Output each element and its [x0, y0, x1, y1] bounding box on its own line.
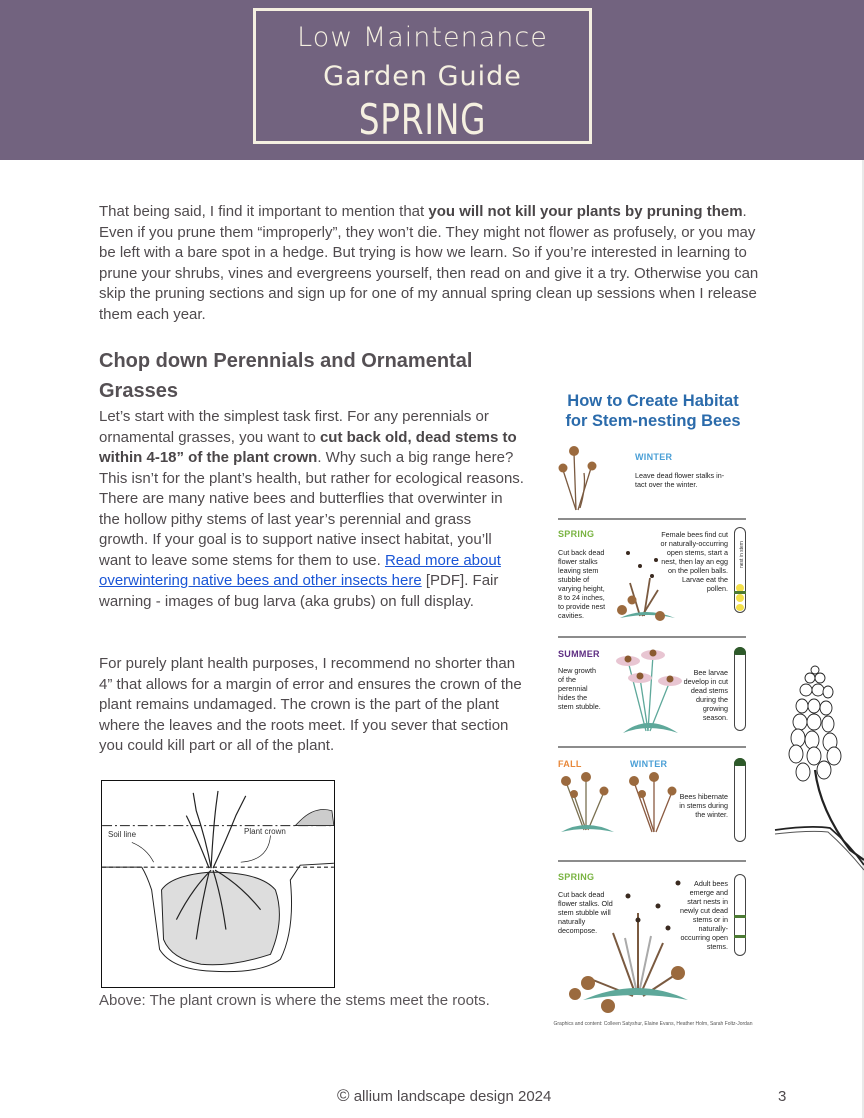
perennials-paragraph-2: For purely plant health purposes, I recommend no shorter than 4” that allows for a margin of error and ensures the crown of the plant remains undamaged. The crown is the part of the plant where the leaves and the roots meet. If you sever that section you could kill part or all of the plant. — [99, 655, 522, 754]
intro-text-b: . Even if you prune them “improperly”, they won’t die. They might not flower as profusely, or you may be left with a bare spot in a hedge. But trying is how we learn. So if you’re interested in learning to prune your shrubs, vines and evergreens yourself, then read on and give it a try. Otherwise you can skip the pruning sections and sign up for one of my annual spring clean up sessions when I release them each year. — [99, 203, 759, 323]
nest-tube-label: nest in stem — [739, 541, 745, 568]
title-line-2: Garden Guide — [323, 61, 522, 92]
plant-crown-label: Plant crown — [244, 827, 286, 836]
nest-tube-icon — [734, 527, 746, 613]
plant-crown-drawing — [102, 781, 334, 987]
spring-2-right-text: Adult bees emerge and start nests in newly cut dead stems or in naturally-occurring open stems. — [680, 879, 728, 951]
season-spring-2: SPRING — [558, 872, 595, 882]
winter-stalks-illustration — [556, 438, 606, 513]
section-divider — [558, 746, 746, 748]
perennials-paragraph-1 — [99, 407, 524, 612]
intro-text-a: That being said, I find it important to mention that — [99, 203, 429, 220]
copyright-icon: © — [337, 1086, 350, 1105]
spring-2-left-text: Cut back dead flower stalks. Old stem stubble will naturally decompose. — [558, 890, 613, 935]
emerging-bees-tube-icon — [734, 874, 746, 956]
summer-right-text: Bee larvae develop in cut dead stems during the growing season. — [683, 668, 728, 722]
section-divider — [558, 636, 746, 638]
season-summer: SUMMER — [558, 649, 600, 659]
spring-1-right-text: Female bees find cut or naturally-occurring open stems, start a nest, then lay an egg on the pollen balls. Larvae eat the pollen. — [660, 530, 728, 593]
intro-bold: you will not kill your plants by pruning them — [428, 203, 743, 220]
bee-habitat-infographic — [548, 388, 758, 1033]
infographic-title-line-1: How to Create Habitat — [567, 392, 739, 410]
title-box — [253, 8, 592, 144]
spring-1-left-text: Cut back dead flower stalks leaving stem stubble of varying height, 8 to 24 inches, to provide nest cavities. — [558, 548, 606, 620]
season-winter-1: WINTER — [635, 452, 673, 462]
page-header — [0, 0, 864, 160]
plant-crown-diagram — [101, 780, 335, 988]
p1-bold: cut back old, dead stems to within 4-18” of the plant crown — [99, 428, 517, 466]
infographic-title-line-2: for Stem-nesting Bees — [565, 412, 741, 430]
page-number: 3 — [778, 1088, 787, 1105]
soil-line-label: Soil line — [108, 830, 137, 839]
season-fall: FALL — [558, 759, 582, 769]
coneflower-illustration — [608, 643, 688, 735]
overwintering-bees-link[interactable]: Read more about overwintering native bees and other insects here — [99, 551, 501, 589]
p1-text-a: Let’s start with the simplest task first. For any perennials or ornamental grasses, you want to — [99, 408, 489, 446]
winter-1-text: Leave dead flower stalks in-tact over the winter. — [635, 471, 725, 489]
intro-paragraph — [99, 202, 769, 325]
hibernation-tube-icon — [734, 758, 746, 842]
infographic-credits: Graphics and content: Colleen Satyshur, Elaine Evans, Heather Holm, Sarah Foltz-Jordan — [553, 1021, 753, 1027]
section-divider — [558, 860, 746, 862]
p1-text-b: . Why such a big range here? This isn’t for the plant’s health, but rather for ecological reasons. There are many native bees and butterflies that overwinter in the hollow pithy stems of last year’s perennial and grass growth. If your goal is to support native insect habitat, you’ll want to leave some stems for them to use. — [99, 449, 524, 569]
p1-text-c: [PDF]. Fair warning - images of bug larva (aka grubs) on full display. — [99, 572, 499, 610]
section-divider — [558, 518, 746, 520]
infographic-title — [548, 391, 758, 431]
title-line-1: Low Maintenance — [297, 22, 548, 53]
emerging-bees-illustration — [553, 868, 693, 1018]
footer-text: allium landscape design 2024 — [353, 1088, 552, 1105]
section-heading: Chop down Perennials and Ornamental Grasses — [99, 350, 473, 402]
fall-plant-illustration — [556, 770, 616, 835]
winter-plant-illustration — [624, 770, 684, 835]
title-season: SPRING — [358, 95, 487, 144]
diagram-caption: Above: The plant crown is where the stems meet the roots. — [99, 992, 490, 1009]
season-spring-1: SPRING — [558, 529, 595, 539]
fall-winter-right-text: Bees hibernate in stems during the winter. — [679, 792, 728, 819]
page-footer — [337, 1086, 551, 1106]
larvae-tube-icon — [734, 647, 746, 731]
summer-left-text: New growth of the perennial hides the stem stubble. — [558, 666, 601, 711]
season-winter-2: WINTER — [630, 759, 668, 769]
grape-hyacinth-illustration — [770, 620, 864, 880]
